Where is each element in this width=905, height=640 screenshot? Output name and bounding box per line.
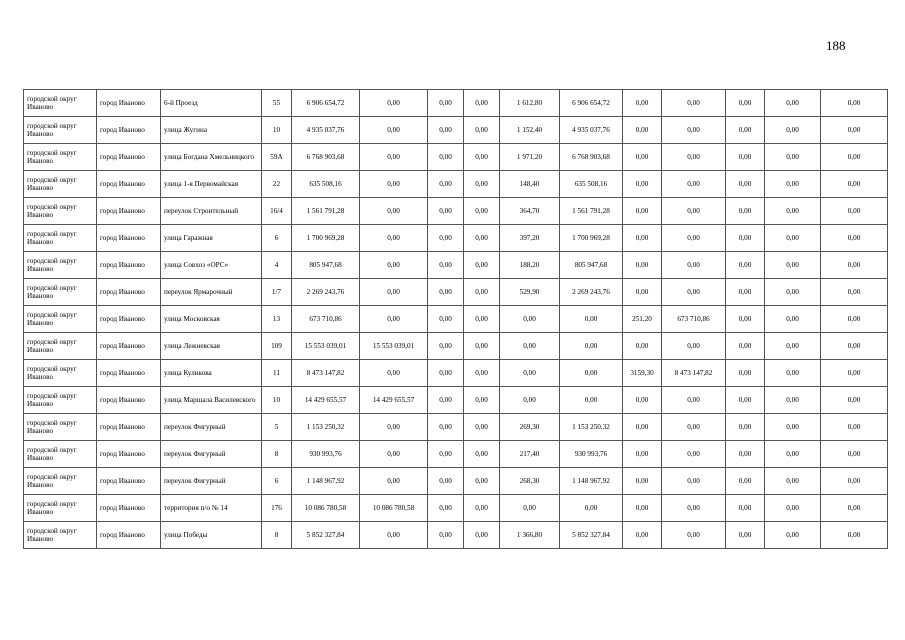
col-15-cell: 0,00: [821, 198, 888, 225]
col-10-cell: 1 561 791,28: [560, 198, 623, 225]
municipality-cell: городской округ Иваново: [24, 360, 97, 387]
settlement-cell: город Иваново: [97, 198, 161, 225]
street-cell: улица Жугина: [161, 117, 262, 144]
col-7-cell: 0,00: [428, 414, 464, 441]
col-14-cell: 0,00: [765, 90, 821, 117]
municipality-cell: городской округ Иваново: [24, 117, 97, 144]
col-11-cell: 0,00: [623, 522, 662, 549]
col-11-cell: 0,00: [623, 90, 662, 117]
col-13-cell: 0,00: [726, 171, 765, 198]
col-15-cell: 0,00: [821, 360, 888, 387]
col-9-cell: 268,30: [500, 468, 560, 495]
table-row: [24, 306, 888, 333]
col-13-cell: 0,00: [726, 198, 765, 225]
table-row: [24, 468, 888, 495]
col-6-cell: 0,00: [360, 414, 428, 441]
table-row: [24, 360, 888, 387]
col-6-cell: 14 429 655,57: [360, 387, 428, 414]
col-8-cell: 0,00: [464, 522, 500, 549]
col-10-cell: 6 768 903,68: [560, 144, 623, 171]
street-cell: переулок Строительный: [161, 198, 262, 225]
total-cost-cell: 4 935 037,76: [292, 117, 360, 144]
col-7-cell: 0,00: [428, 441, 464, 468]
col-12-cell: 0,00: [662, 252, 726, 279]
house-number-cell: 11: [262, 360, 292, 387]
col-8-cell: 0,00: [464, 387, 500, 414]
settlement-cell: город Иваново: [97, 441, 161, 468]
house-number-cell: 1/7: [262, 279, 292, 306]
col-15-cell: 0,00: [821, 279, 888, 306]
col-14-cell: 0,00: [765, 441, 821, 468]
col-6-cell: 0,00: [360, 360, 428, 387]
total-cost-cell: 635 508,16: [292, 171, 360, 198]
col-10-cell: 930 993,76: [560, 441, 623, 468]
col-14-cell: 0,00: [765, 468, 821, 495]
col-12-cell: 0,00: [662, 468, 726, 495]
col-8-cell: 0,00: [464, 90, 500, 117]
col-8-cell: 0,00: [464, 441, 500, 468]
col-8-cell: 0,00: [464, 306, 500, 333]
col-12-cell: 0,00: [662, 279, 726, 306]
col-8-cell: 0,00: [464, 252, 500, 279]
street-cell: 6-й Проезд: [161, 90, 262, 117]
col-8-cell: 0,00: [464, 333, 500, 360]
col-6-cell: 0,00: [360, 198, 428, 225]
house-number-cell: 6: [262, 468, 292, 495]
col-10-cell: 5 852 327,84: [560, 522, 623, 549]
street-cell: улица Победы: [161, 522, 262, 549]
col-12-cell: 0,00: [662, 522, 726, 549]
col-7-cell: 0,00: [428, 468, 464, 495]
total-cost-cell: 14 429 655,57: [292, 387, 360, 414]
house-number-cell: 8: [262, 441, 292, 468]
settlement-cell: город Иваново: [97, 306, 161, 333]
col-8-cell: 0,00: [464, 198, 500, 225]
col-13-cell: 0,00: [726, 414, 765, 441]
col-14-cell: 0,00: [765, 333, 821, 360]
col-10-cell: 0,00: [560, 387, 623, 414]
col-7-cell: 0,00: [428, 171, 464, 198]
col-10-cell: 0,00: [560, 360, 623, 387]
col-15-cell: 0,00: [821, 495, 888, 522]
settlement-cell: город Иваново: [97, 117, 161, 144]
total-cost-cell: 1 148 967,92: [292, 468, 360, 495]
col-8-cell: 0,00: [464, 495, 500, 522]
col-6-cell: 0,00: [360, 117, 428, 144]
col-14-cell: 0,00: [765, 522, 821, 549]
col-11-cell: 0,00: [623, 387, 662, 414]
col-11-cell: 0,00: [623, 171, 662, 198]
col-15-cell: 0,00: [821, 522, 888, 549]
col-13-cell: 0,00: [726, 117, 765, 144]
col-10-cell: 805 947,68: [560, 252, 623, 279]
col-9-cell: 397,20: [500, 225, 560, 252]
col-8-cell: 0,00: [464, 117, 500, 144]
col-11-cell: 0,00: [623, 198, 662, 225]
col-10-cell: 1 700 969,28: [560, 225, 623, 252]
col-9-cell: 269,30: [500, 414, 560, 441]
col-6-cell: 0,00: [360, 144, 428, 171]
col-15-cell: 0,00: [821, 171, 888, 198]
col-11-cell: 0,00: [623, 117, 662, 144]
col-13-cell: 0,00: [726, 225, 765, 252]
col-9-cell: 0,00: [500, 387, 560, 414]
col-9-cell: 188,20: [500, 252, 560, 279]
municipality-cell: городской округ Иваново: [24, 225, 97, 252]
col-14-cell: 0,00: [765, 198, 821, 225]
col-12-cell: 0,00: [662, 387, 726, 414]
street-cell: переулок Фигурный: [161, 441, 262, 468]
col-7-cell: 0,00: [428, 198, 464, 225]
col-9-cell: 364,70: [500, 198, 560, 225]
col-8-cell: 0,00: [464, 171, 500, 198]
table-row: [24, 171, 888, 198]
house-number-cell: 10: [262, 117, 292, 144]
total-cost-cell: 8 473 147,82: [292, 360, 360, 387]
col-14-cell: 0,00: [765, 495, 821, 522]
col-14-cell: 0,00: [765, 117, 821, 144]
total-cost-cell: 10 086 780,58: [292, 495, 360, 522]
col-8-cell: 0,00: [464, 225, 500, 252]
settlement-cell: город Иваново: [97, 414, 161, 441]
col-15-cell: 0,00: [821, 144, 888, 171]
house-number-cell: 8: [262, 522, 292, 549]
total-cost-cell: 805 947,68: [292, 252, 360, 279]
col-8-cell: 0,00: [464, 360, 500, 387]
house-number-cell: 10: [262, 387, 292, 414]
municipality-cell: городской округ Иваново: [24, 522, 97, 549]
table-row: [24, 387, 888, 414]
street-cell: переулок Фигурный: [161, 414, 262, 441]
col-12-cell: 0,00: [662, 495, 726, 522]
municipality-cell: городской округ Иваново: [24, 495, 97, 522]
total-cost-cell: 1 700 969,28: [292, 225, 360, 252]
col-9-cell: 1 152,40: [500, 117, 560, 144]
col-9-cell: 148,40: [500, 171, 560, 198]
col-9-cell: 529,90: [500, 279, 560, 306]
municipality-cell: городской округ Иваново: [24, 414, 97, 441]
settlement-cell: город Иваново: [97, 171, 161, 198]
col-15-cell: 0,00: [821, 468, 888, 495]
col-8-cell: 0,00: [464, 468, 500, 495]
col-6-cell: 15 553 039,01: [360, 333, 428, 360]
settlement-cell: город Иваново: [97, 144, 161, 171]
col-12-cell: 0,00: [662, 441, 726, 468]
col-14-cell: 0,00: [765, 225, 821, 252]
col-11-cell: 0,00: [623, 495, 662, 522]
col-7-cell: 0,00: [428, 495, 464, 522]
table-row: [24, 252, 888, 279]
col-14-cell: 0,00: [765, 360, 821, 387]
col-13-cell: 0,00: [726, 360, 765, 387]
col-11-cell: 251,20: [623, 306, 662, 333]
settlement-cell: город Иваново: [97, 522, 161, 549]
total-cost-cell: 15 553 039,01: [292, 333, 360, 360]
col-12-cell: 0,00: [662, 225, 726, 252]
col-15-cell: 0,00: [821, 333, 888, 360]
municipality-cell: городской округ Иваново: [24, 198, 97, 225]
col-15-cell: 0,00: [821, 306, 888, 333]
col-15-cell: 0,00: [821, 387, 888, 414]
col-11-cell: 0,00: [623, 252, 662, 279]
col-7-cell: 0,00: [428, 387, 464, 414]
total-cost-cell: 5 852 327,84: [292, 522, 360, 549]
col-13-cell: 0,00: [726, 252, 765, 279]
house-number-cell: 109: [262, 333, 292, 360]
col-13-cell: 0,00: [726, 333, 765, 360]
col-10-cell: 6 906 654,72: [560, 90, 623, 117]
total-cost-cell: 6 906 654,72: [292, 90, 360, 117]
municipality-cell: городской округ Иваново: [24, 468, 97, 495]
col-6-cell: 0,00: [360, 522, 428, 549]
col-10-cell: 0,00: [560, 333, 623, 360]
municipality-cell: городской округ Иваново: [24, 387, 97, 414]
street-cell: улица Богдана Хмельницкого: [161, 144, 262, 171]
col-9-cell: 0,00: [500, 306, 560, 333]
col-11-cell: 0,00: [623, 468, 662, 495]
col-6-cell: 0,00: [360, 279, 428, 306]
col-13-cell: 0,00: [726, 441, 765, 468]
col-6-cell: 0,00: [360, 441, 428, 468]
col-7-cell: 0,00: [428, 252, 464, 279]
table-body: [24, 90, 888, 549]
col-10-cell: 2 269 243,76: [560, 279, 623, 306]
table-row: [24, 198, 888, 225]
street-cell: территория п/о № 14: [161, 495, 262, 522]
col-6-cell: 0,00: [360, 306, 428, 333]
col-7-cell: 0,00: [428, 90, 464, 117]
col-15-cell: 0,00: [821, 90, 888, 117]
col-12-cell: 673 710,86: [662, 306, 726, 333]
col-7-cell: 0,00: [428, 144, 464, 171]
col-15-cell: 0,00: [821, 225, 888, 252]
total-cost-cell: 6 768 903,68: [292, 144, 360, 171]
street-cell: переулок Фигурный: [161, 468, 262, 495]
settlement-cell: город Иваново: [97, 387, 161, 414]
col-10-cell: 4 935 037,76: [560, 117, 623, 144]
settlement-cell: город Иваново: [97, 333, 161, 360]
col-14-cell: 0,00: [765, 252, 821, 279]
col-13-cell: 0,00: [726, 306, 765, 333]
municipality-cell: городской округ Иваново: [24, 333, 97, 360]
col-12-cell: 8 473 147,82: [662, 360, 726, 387]
total-cost-cell: 673 710,86: [292, 306, 360, 333]
table-row: [24, 279, 888, 306]
col-8-cell: 0,00: [464, 279, 500, 306]
col-8-cell: 0,00: [464, 144, 500, 171]
col-14-cell: 0,00: [765, 144, 821, 171]
col-13-cell: 0,00: [726, 495, 765, 522]
col-9-cell: 0,00: [500, 495, 560, 522]
col-15-cell: 0,00: [821, 252, 888, 279]
street-cell: улица Совхоз «ОРС»: [161, 252, 262, 279]
house-number-cell: 4: [262, 252, 292, 279]
house-number-cell: 55: [262, 90, 292, 117]
house-number-cell: 16/4: [262, 198, 292, 225]
col-10-cell: 1 148 967,92: [560, 468, 623, 495]
col-6-cell: 0,00: [360, 468, 428, 495]
street-cell: переулок Ярмарочный: [161, 279, 262, 306]
municipality-cell: городской округ Иваново: [24, 171, 97, 198]
page-number: 188: [826, 38, 846, 53]
col-12-cell: 0,00: [662, 414, 726, 441]
col-11-cell: 0,00: [623, 441, 662, 468]
col-13-cell: 0,00: [726, 144, 765, 171]
street-cell: улица Куликова: [161, 360, 262, 387]
municipality-cell: городской округ Иваново: [24, 144, 97, 171]
street-cell: улица Гаражная: [161, 225, 262, 252]
table-row: [24, 117, 888, 144]
table-row: [24, 333, 888, 360]
col-9-cell: 1 612,80: [500, 90, 560, 117]
settlement-cell: город Иваново: [97, 225, 161, 252]
col-7-cell: 0,00: [428, 522, 464, 549]
col-10-cell: 0,00: [560, 495, 623, 522]
table-row: [24, 522, 888, 549]
municipality-cell: городской округ Иваново: [24, 279, 97, 306]
col-12-cell: 0,00: [662, 117, 726, 144]
col-7-cell: 0,00: [428, 225, 464, 252]
total-cost-cell: 930 993,76: [292, 441, 360, 468]
col-11-cell: 3159,30: [623, 360, 662, 387]
col-10-cell: 0,00: [560, 306, 623, 333]
col-7-cell: 0,00: [428, 279, 464, 306]
table-row: [24, 90, 888, 117]
settlement-cell: город Иваново: [97, 360, 161, 387]
col-7-cell: 0,00: [428, 333, 464, 360]
col-9-cell: 1 366,80: [500, 522, 560, 549]
col-13-cell: 0,00: [726, 279, 765, 306]
col-13-cell: 0,00: [726, 90, 765, 117]
col-6-cell: 0,00: [360, 90, 428, 117]
street-cell: улица 1-я Первомайская: [161, 171, 262, 198]
col-12-cell: 0,00: [662, 171, 726, 198]
col-14-cell: 0,00: [765, 279, 821, 306]
col-11-cell: 0,00: [623, 333, 662, 360]
col-14-cell: 0,00: [765, 171, 821, 198]
col-7-cell: 0,00: [428, 360, 464, 387]
housing-registry-table: [23, 89, 888, 549]
col-6-cell: 0,00: [360, 171, 428, 198]
street-cell: улица Московская: [161, 306, 262, 333]
settlement-cell: город Иваново: [97, 90, 161, 117]
col-11-cell: 0,00: [623, 225, 662, 252]
col-6-cell: 10 086 780,58: [360, 495, 428, 522]
house-number-cell: 5: [262, 414, 292, 441]
total-cost-cell: 1 153 250,32: [292, 414, 360, 441]
col-10-cell: 1 153 250,32: [560, 414, 623, 441]
col-13-cell: 0,00: [726, 468, 765, 495]
col-9-cell: 0,00: [500, 333, 560, 360]
col-9-cell: 1 971,20: [500, 144, 560, 171]
col-9-cell: 217,40: [500, 441, 560, 468]
col-12-cell: 0,00: [662, 90, 726, 117]
house-number-cell: 6: [262, 225, 292, 252]
col-15-cell: 0,00: [821, 414, 888, 441]
col-15-cell: 0,00: [821, 441, 888, 468]
total-cost-cell: 2 269 243,76: [292, 279, 360, 306]
col-6-cell: 0,00: [360, 225, 428, 252]
col-14-cell: 0,00: [765, 306, 821, 333]
col-13-cell: 0,00: [726, 522, 765, 549]
settlement-cell: город Иваново: [97, 468, 161, 495]
street-cell: улица Лежневская: [161, 333, 262, 360]
table-row: [24, 144, 888, 171]
settlement-cell: город Иваново: [97, 279, 161, 306]
municipality-cell: городской округ Иваново: [24, 441, 97, 468]
municipality-cell: городской округ Иваново: [24, 306, 97, 333]
col-9-cell: 0,00: [500, 360, 560, 387]
col-8-cell: 0,00: [464, 414, 500, 441]
table-row: [24, 495, 888, 522]
house-number-cell: 59А: [262, 144, 292, 171]
col-12-cell: 0,00: [662, 198, 726, 225]
col-11-cell: 0,00: [623, 144, 662, 171]
col-10-cell: 635 508,16: [560, 171, 623, 198]
col-12-cell: 0,00: [662, 333, 726, 360]
col-11-cell: 0,00: [623, 279, 662, 306]
street-cell: улица Маршала Василевского: [161, 387, 262, 414]
total-cost-cell: 1 561 791,28: [292, 198, 360, 225]
col-11-cell: 0,00: [623, 414, 662, 441]
col-7-cell: 0,00: [428, 117, 464, 144]
municipality-cell: городской округ Иваново: [24, 90, 97, 117]
house-number-cell: 13: [262, 306, 292, 333]
house-number-cell: 176: [262, 495, 292, 522]
municipality-cell: городской округ Иваново: [24, 252, 97, 279]
col-15-cell: 0,00: [821, 117, 888, 144]
col-14-cell: 0,00: [765, 387, 821, 414]
table-row: [24, 414, 888, 441]
col-12-cell: 0,00: [662, 144, 726, 171]
col-7-cell: 0,00: [428, 306, 464, 333]
table-row: [24, 441, 888, 468]
col-13-cell: 0,00: [726, 387, 765, 414]
col-6-cell: 0,00: [360, 252, 428, 279]
settlement-cell: город Иваново: [97, 252, 161, 279]
settlement-cell: город Иваново: [97, 495, 161, 522]
house-number-cell: 22: [262, 171, 292, 198]
col-14-cell: 0,00: [765, 414, 821, 441]
table-row: [24, 225, 888, 252]
